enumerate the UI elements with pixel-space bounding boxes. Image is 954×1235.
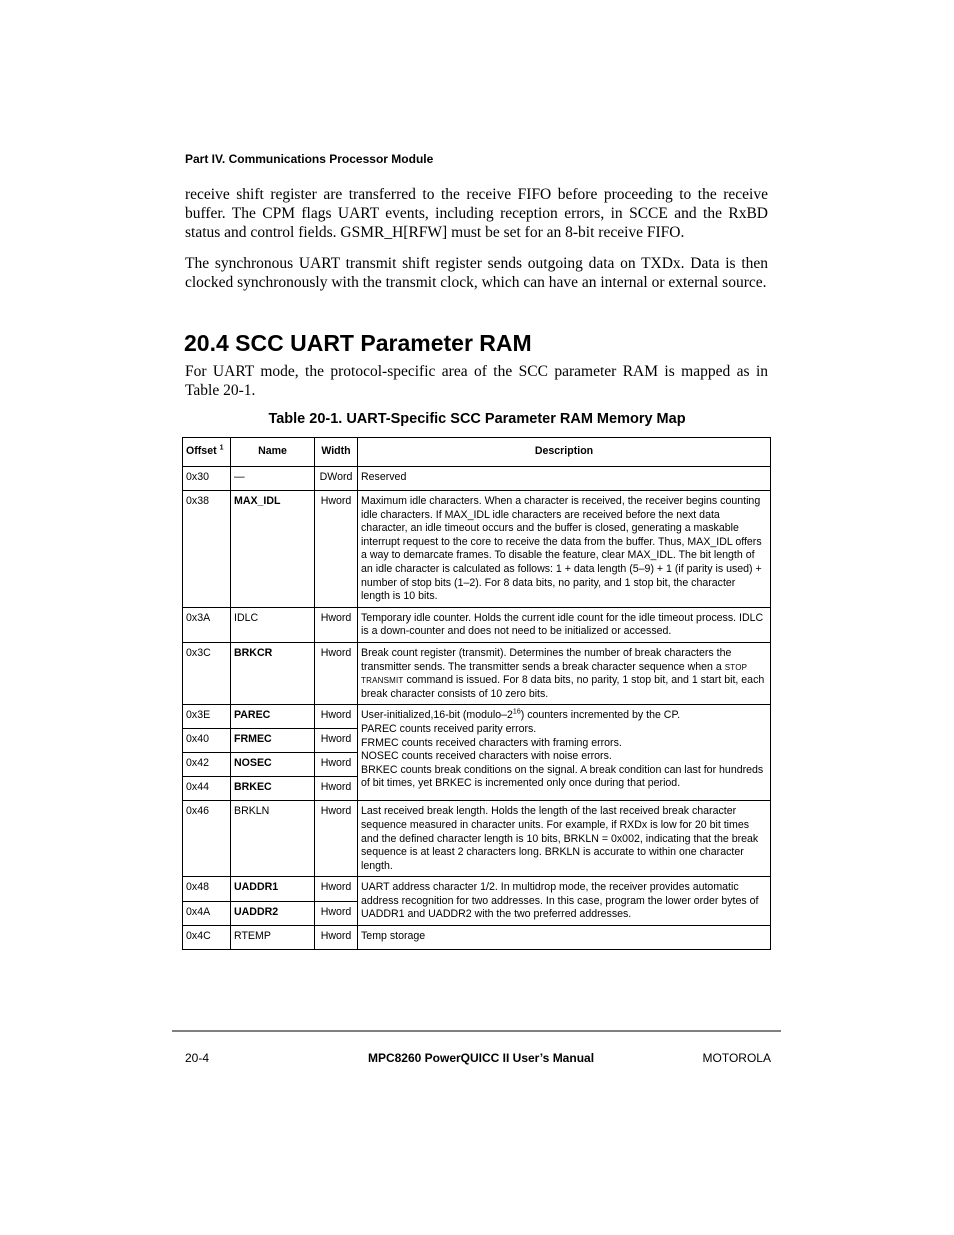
- offset-cell: 0x48: [183, 877, 231, 901]
- paragraph-receive-fifo: receive shift register are transferred to the receive FIFO before proceeding to the receive buffer. The CPM flags UART events, including reception errors, in SCCE and the RxBD status and control fields. GSMR_H[RFW] must be set for an 8-bit receive FIFO.: [185, 186, 768, 241]
- header-width: Width: [315, 438, 358, 467]
- name-cell: RTEMP: [231, 926, 315, 950]
- table-row: [183, 607, 771, 642]
- description-cell: Maximum idle characters. When a character is received, the receiver begins counting idle characters. If MAX_IDL idle characters are received before the next data character, an idle timeout occurs and the buffer is closed, generating a maskable interrupt request to the core to receive the data from the buffer. Thus, MAX_IDL offers a way to demarcate frames. To disable the feature, clear MAX_IDL. The bit length of an idle character is calculated as follows: 1 + data length (5–9) + 1 (if parity is used) + number of stop bits (1–2). For 8 data bits, no parity, and 1 stop bit, the character length is 10 bits.: [358, 491, 771, 608]
- table-caption: Table 20-1. UART-Specific SCC Parameter RAM Memory Map: [268, 411, 686, 427]
- header-name: Name: [231, 438, 315, 467]
- page-number: 20-4: [185, 1051, 210, 1065]
- name-cell: FRMEC: [231, 729, 315, 753]
- width-cell: Hword: [315, 607, 358, 642]
- name-cell: UADDR1: [231, 877, 315, 901]
- table-row: [183, 926, 771, 950]
- running-header: Part IV. Communications Processor Module: [185, 152, 434, 166]
- name-cell: MAX_IDL: [231, 491, 315, 608]
- header-offset: Offset $^1$: [183, 438, 231, 467]
- offset-cell: 0x42: [183, 753, 231, 777]
- table-row: [183, 467, 771, 491]
- stop-transmit-command: STOP TRANSMIT: [361, 662, 748, 686]
- parameter-ram-table: [182, 437, 771, 950]
- description-cell: Last received break length. Holds the length of the last received break character sequence measured in character units. For example, if RXDx is low for 20 bit times and the defined character length is 10 bits, BRKLN = 0x002, indicating that the break sequence is at least 2 characters long. BRKLN is accurate to within one character length.: [358, 801, 771, 877]
- width-cell: Hword: [315, 801, 358, 877]
- name-cell: —: [231, 467, 315, 491]
- offset-cell: 0x4C: [183, 926, 231, 950]
- offset-cell: 0x46: [183, 801, 231, 877]
- table-row: [183, 642, 771, 704]
- description-cell: Reserved: [358, 467, 771, 491]
- name-cell: NOSEC: [231, 753, 315, 777]
- header-description: Description: [358, 438, 771, 467]
- table-row: [183, 705, 771, 729]
- manual-title: MPC8260 PowerQUICC II User’s Manual: [367, 1051, 595, 1065]
- offset-cell: 0x3C: [183, 642, 231, 704]
- name-cell: UADDR2: [231, 901, 315, 925]
- offset-cell: 0x38: [183, 491, 231, 608]
- width-cell: Hword: [315, 705, 358, 729]
- footer-rule: [172, 1030, 781, 1032]
- table-row: [183, 801, 771, 877]
- width-cell: Hword: [315, 901, 358, 925]
- offset-cell: 0x30: [183, 467, 231, 491]
- offset-cell: 0x40: [183, 729, 231, 753]
- name-cell: PAREC: [231, 705, 315, 729]
- offset-cell: 0x4A: [183, 901, 231, 925]
- width-cell: Hword: [315, 877, 358, 901]
- name-cell: BRKLN: [231, 801, 315, 877]
- description-cell: Break count register (transmit). Determines the number of break characters the transmitter sends. The transmitter sends a break character sequence when a STOP TRANSMIT command is issued. For 8 data bits, no parity, 1 stop bit, and 1 start bit, each break character consists of 10 zero bits.: [358, 642, 771, 704]
- name-cell: BRKCR: [231, 642, 315, 704]
- company-name: MOTOROLA: [702, 1051, 771, 1065]
- paragraph-transmit-shift: The synchronous UART transmit shift register sends outgoing data on TXDx. Data is then clocked synchronously with the transmit clock, which can have an internal or external source.: [185, 255, 768, 291]
- width-cell: Hword: [315, 729, 358, 753]
- width-cell: DWord: [315, 467, 358, 491]
- width-cell: Hword: [315, 777, 358, 801]
- description-cell: Temporary idle counter. Holds the current idle count for the idle timeout process. IDLC is a down-counter and does not need to be initialized or accessed.: [358, 607, 771, 642]
- offset-cell: 0x3E: [183, 705, 231, 729]
- offset-cell: 0x44: [183, 777, 231, 801]
- description-cell: Temp storage: [358, 926, 771, 950]
- offset-cell: 0x3A: [183, 607, 231, 642]
- width-cell: Hword: [315, 642, 358, 704]
- table-row: [183, 491, 771, 608]
- uaddr-description-cell: UART address character 1/2. In multidrop mode, the receiver provides automatic address recognition for two addresses. In this case, program the lower order bytes of UADDR1 and UADDR2 with the two preferred addresses.: [358, 877, 771, 926]
- table-row: [183, 877, 771, 901]
- section-title: 20.4 SCC UART Parameter RAM: [184, 330, 532, 356]
- name-cell: IDLC: [231, 607, 315, 642]
- counters-description-cell: User-initialized,16-bit $(modulo-2^{16})$ counters incremented by the CP. PAREC counts received parity errors. FRMEC counts received characters with framing errors. NOSEC counts received characters with noise errors. BRKEC counts break conditions on the signal. A break condition can last for hundreds of bit times, yet BRKEC is incremented only once during that period.: [358, 705, 771, 801]
- width-cell: Hword: [315, 926, 358, 950]
- section-intro: For UART mode, the protocol-specific area of the SCC parameter RAM is mapped as in Table 20-1.: [185, 363, 768, 399]
- name-cell: BRKEC: [231, 777, 315, 801]
- width-cell: Hword: [315, 753, 358, 777]
- table-header-row: [183, 438, 771, 467]
- width-cell: Hword: [315, 491, 358, 608]
- footnote-marker: 1: [219, 444, 224, 452]
